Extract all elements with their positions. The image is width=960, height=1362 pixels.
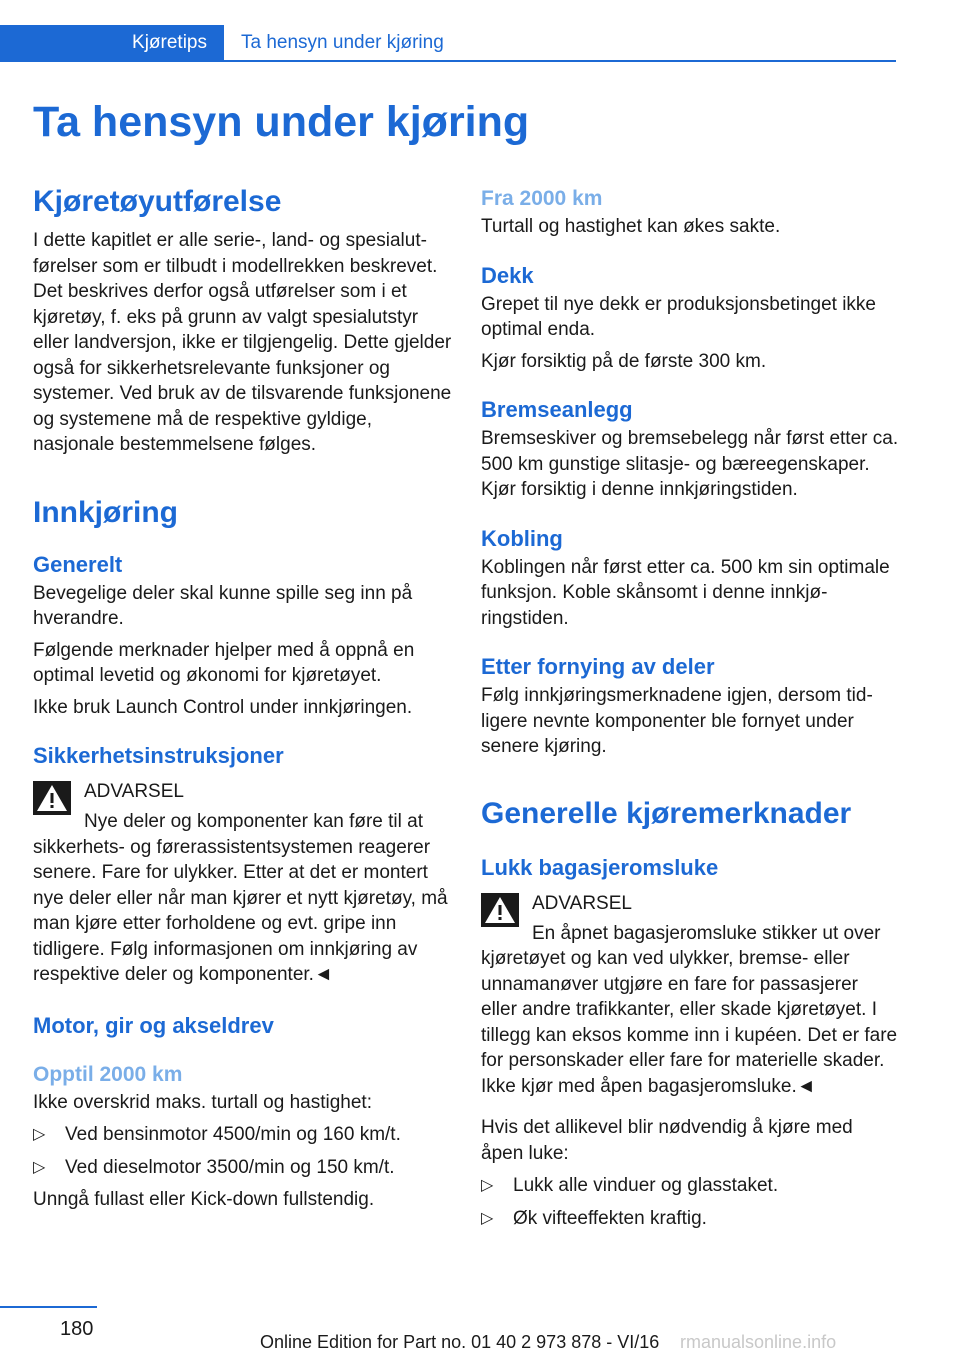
edition-note: Online Edition for Part no. 01 40 2 973 878 - VI/16 <box>260 1332 660 1352</box>
paragraph-general-3: Ikke bruk Launch Control under innkjøringen. <box>33 696 413 718</box>
paragraph-avoid: Unngå fullast eller Kick-down fullstendig. <box>33 1189 375 1210</box>
paragraph-if-needed: Hvis det allikevel blir nødvendig å kjøre med åpen luke: <box>481 1117 853 1164</box>
warning-text: En åpnet bagasjeromsluke stikker ut over kjøretøyet og kan ved ulykker, bremse- eller unnamanøver utgjøre en fare for passasjerer eller andre trafikkanter, eller skade kjøretøyet. I tillegg kan eksos komme inn i kupéen. Det er fare for personskader eller fare for materielle skader. Ikke kjør med åpen bagasjeromsluke.◄ <box>481 922 898 1097</box>
heading-driving-notes: Generelle kjøremerknader <box>481 796 852 830</box>
paragraph-general-1: Bevegelige deler skal kunne spille seg inn på hverandre. <box>33 582 413 629</box>
heading-clutch: Kobling <box>481 525 563 551</box>
list-item: ▷ Øk vifteeffekten kraftig. <box>481 1206 899 1232</box>
paragraph-vehicle-version: I dette kapitlet er alle serie-, land- og spesialutførelser som er tilbudt i modellrekken beskrevet. Det beskrives derfor også utførelser som i et kjøretøy, f. eks på grunn av valgt spesialutstyr eller landversjon, ikke er tilgjengelig. Dette gjelder også for sikkerhetsrelevante funksjoner og systemer. Ved bruk av de tilsvarende funksjonene og systemene må de respektive gyldige, nasjonale bestemmelsene følges. <box>33 230 452 455</box>
paragraph-general-2: Følgende merknader hjelper med å oppnå en optimal levetid og økonomi for kjøretøyet. <box>33 639 415 686</box>
watermark: rmanualsonline.info <box>680 1332 837 1352</box>
right-column <box>481 182 899 1231</box>
bullet-triangle-icon: ▷ <box>481 1209 494 1227</box>
heading-trunk: Lukk bagasjeromsluke <box>481 854 719 880</box>
footer-divider <box>0 1306 97 1308</box>
heading-brakes: Bremseanlegg <box>481 397 633 422</box>
rpm-limit-list <box>33 1122 453 1180</box>
paragraph-renewal: Følg innkjøringsmerknadene igjen, dersom tidligere nevnte komponenter ble fornyet under senere kjøring. <box>481 685 873 757</box>
running-header <box>0 25 896 63</box>
list-item: ▷ Ved bensinmotor 4500/min og 160 km/t. <box>33 1122 453 1148</box>
paragraph-from-2000: Turtall og hastighet kan økes sakte. <box>481 216 781 237</box>
paragraph-clutch: Koblingen når først etter ca. 500 km sin optimale funksjon. Koble skånsomt i denne innkjøringstiden. <box>481 556 890 629</box>
bullet-triangle-icon: ▷ <box>481 1177 494 1194</box>
warning-text: Nye deler og komponenter kan føre til at sikkerhets- og førerassistentsystemen reagerer senere. Fare for ulykker. Etter at det er montert nye deler eller når man kjører et nytt kjøretøy, må man kjøre etter forholdene og evt. gripe inn tidligere. Følg informasjonen om innkjøring av respektive deler og komponenter.◄ <box>33 811 448 985</box>
heading-up-to-2000: Opptil 2000 km <box>33 1062 183 1086</box>
warning-triangle-icon <box>33 781 71 815</box>
warning-box-trunk <box>481 890 899 1100</box>
heading-renewal: Etter fornying av deler <box>481 654 715 679</box>
paragraph-tyres-1: Grepet til nye dekk er produksjonsbetinget ikke optimal enda. <box>481 293 876 340</box>
heading-safety: Sikkerhetsinstruksjoner <box>33 743 284 768</box>
warning-label: ADVARSEL <box>532 892 632 914</box>
heading-vehicle-version: Kjøretøyutførelse <box>33 185 282 218</box>
paragraph-brakes: Bremseskiver og bremsebelegg når først etter ca. 500 km gunstige slitasje- og bæreegenskaper. Kjør forsiktig i denne innkjøringstiden. <box>481 428 899 500</box>
warning-label: ADVARSEL <box>84 781 184 802</box>
heading-tyres: Dekk <box>481 262 534 288</box>
bullet-triangle-icon: ▷ <box>33 1126 46 1143</box>
heading-engine: Motor, gir og akseldrev <box>33 1012 274 1038</box>
paragraph-tyres-2: Kjør forsiktig på de første 300 km. <box>481 350 767 372</box>
left-column <box>33 182 453 1213</box>
list-item: ▷ Ved dieselmotor 3500/min og 150 km/t. <box>33 1155 453 1181</box>
warning-box-safety <box>33 778 453 988</box>
heading-from-2000: Fra 2000 km <box>481 187 603 210</box>
heading-general: Generelt <box>33 551 123 577</box>
bullet-triangle-icon: ▷ <box>33 1158 46 1176</box>
paragraph-up-to-2000: Ikke overskrid maks. turtall og hastighet: <box>33 1091 372 1113</box>
heading-break-in: Innkjøring <box>33 495 178 529</box>
page-footer <box>0 1300 960 1362</box>
section-tab[interactable]: Kjøretips <box>0 25 224 61</box>
list-item: ▷ Lukk alle vinduer og glasstaket. <box>481 1173 899 1199</box>
page-title: Ta hensyn under kjøring <box>33 98 530 146</box>
chapter-tab[interactable]: Ta hensyn under kjøring <box>241 32 444 53</box>
warning-triangle-icon <box>481 893 519 927</box>
page-number: 180 <box>60 1318 94 1340</box>
header-divider <box>0 60 896 62</box>
open-trunk-list <box>481 1173 899 1231</box>
